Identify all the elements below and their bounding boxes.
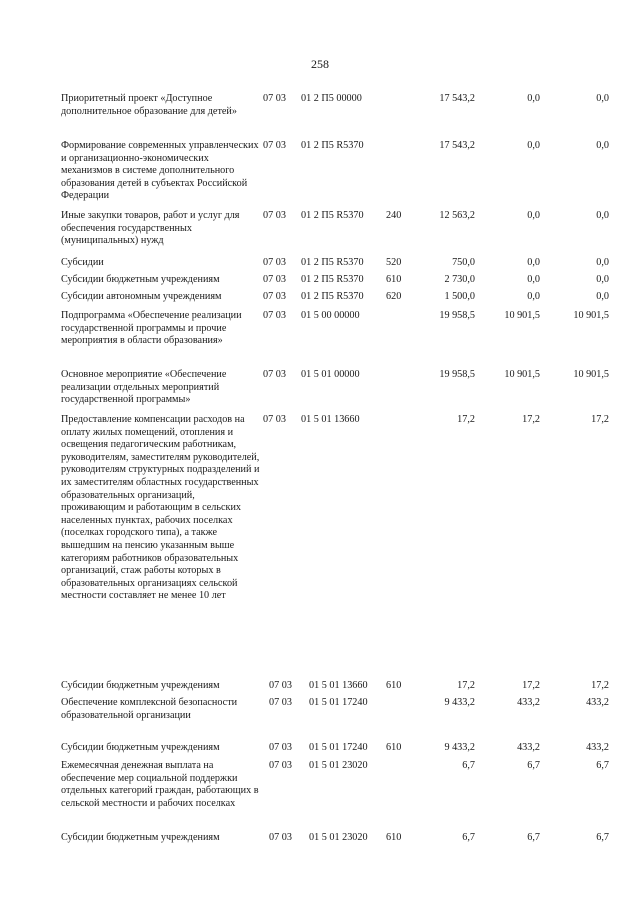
value-2023: 0,0 — [527, 274, 540, 285]
expense-type: 610 — [386, 742, 402, 753]
value-2023: 0,0 — [527, 210, 540, 221]
value-2023: 433,2 — [517, 697, 540, 708]
section-code: 07 03 — [263, 414, 286, 425]
value-2022: 17 543,2 — [439, 93, 475, 104]
value-2023: 433,2 — [517, 742, 540, 753]
row-name: Субсидии бюджетным учреждениям — [61, 832, 220, 843]
value-2023: 0,0 — [527, 291, 540, 302]
value-2024: 0,0 — [596, 257, 609, 268]
expense-type: 520 — [386, 257, 402, 268]
value-2023: 17,2 — [522, 680, 540, 691]
value-2023: 6,7 — [527, 760, 540, 771]
section-code: 07 03 — [269, 697, 292, 708]
target-code: 01 5 01 23020 — [309, 832, 368, 843]
target-code: 01 2 П5 R5370 — [301, 210, 364, 221]
section-code: 07 03 — [263, 369, 286, 380]
value-2022: 19 958,5 — [439, 369, 475, 380]
value-2023: 6,7 — [527, 832, 540, 843]
section-code: 07 03 — [263, 210, 286, 221]
section-code: 07 03 — [263, 291, 286, 302]
value-2022: 17 543,2 — [439, 140, 475, 151]
target-code: 01 5 01 23020 — [309, 760, 368, 771]
target-code: 01 5 01 13660 — [301, 414, 360, 425]
value-2022: 6,7 — [462, 760, 475, 771]
target-code: 01 2 П5 R5370 — [301, 274, 364, 285]
section-code: 07 03 — [269, 680, 292, 691]
value-2023: 10 901,5 — [504, 310, 540, 321]
row-name: Субсидии бюджетным учреждениям — [61, 742, 220, 753]
value-2022: 1 500,0 — [444, 291, 475, 302]
value-2024: 433,2 — [586, 697, 609, 708]
target-code: 01 2 П5 R5370 — [301, 257, 364, 268]
target-code: 01 2 П5 R5370 — [301, 291, 364, 302]
value-2022: 9 433,2 — [444, 742, 475, 753]
value-2023: 17,2 — [522, 414, 540, 425]
section-code: 07 03 — [263, 274, 286, 285]
expense-type: 620 — [386, 291, 402, 302]
row-name: Субсидии бюджетным учреждениям — [61, 680, 220, 691]
value-2024: 17,2 — [591, 680, 609, 691]
row-name: Формирование современных управленческих и организационно-экономических механизмов в системе дополнительного образования детей в субъектах Российской Федерации — [61, 140, 259, 202]
value-2024: 10 901,5 — [573, 310, 609, 321]
value-2022: 6,7 — [462, 832, 475, 843]
row-name: Подпрограмма «Обеспечение реализации государственной программы и прочие мероприятия в области образования» — [61, 310, 242, 347]
value-2024: 10 901,5 — [573, 369, 609, 380]
target-code: 01 2 П5 00000 — [301, 93, 362, 104]
target-code: 01 5 01 00000 — [301, 369, 360, 380]
target-code: 01 2 П5 R5370 — [301, 140, 364, 151]
value-2024: 433,2 — [586, 742, 609, 753]
row-name: Обеспечение комплексной безопасности образовательной организации — [61, 697, 238, 721]
value-2022: 17,2 — [457, 414, 475, 425]
value-2022: 9 433,2 — [444, 697, 475, 708]
row-name: Субсидии — [61, 257, 104, 268]
value-2022: 12 563,2 — [439, 210, 475, 221]
section-code: 07 03 — [263, 140, 286, 151]
value-2024: 0,0 — [596, 140, 609, 151]
expense-type: 610 — [386, 274, 402, 285]
row-name: Ежемесячная денежная выплата на обеспечение мер социальной поддержки отдельных категорий граждан, работающих в сельской местности и рабочих поселках — [61, 760, 259, 809]
page-number: 258 — [311, 57, 329, 71]
value-2024: 0,0 — [596, 210, 609, 221]
value-2023: 0,0 — [527, 93, 540, 104]
value-2022: 2 730,0 — [444, 274, 475, 285]
value-2023: 10 901,5 — [504, 369, 540, 380]
target-code: 01 5 00 00000 — [301, 310, 360, 321]
value-2024: 6,7 — [596, 760, 609, 771]
target-code: 01 5 01 17240 — [309, 742, 368, 753]
section-code: 07 03 — [263, 257, 286, 268]
value-2022: 750,0 — [452, 257, 475, 268]
expense-type: 240 — [386, 210, 402, 221]
value-2024: 0,0 — [596, 93, 609, 104]
value-2023: 0,0 — [527, 257, 540, 268]
section-code: 07 03 — [269, 742, 292, 753]
section-code: 07 03 — [263, 310, 286, 321]
section-code: 07 03 — [263, 93, 286, 104]
expense-type: 610 — [386, 680, 402, 691]
value-2022: 19 958,5 — [439, 310, 475, 321]
section-code: 07 03 — [269, 760, 292, 771]
value-2024: 6,7 — [596, 832, 609, 843]
target-code: 01 5 01 17240 — [309, 697, 368, 708]
row-name: Субсидии автономным учреждениям — [61, 291, 222, 302]
value-2024: 0,0 — [596, 274, 609, 285]
row-name: Субсидии бюджетным учреждениям — [61, 274, 220, 285]
value-2024: 17,2 — [591, 414, 609, 425]
value-2023: 0,0 — [527, 140, 540, 151]
row-name: Приоритетный проект «Доступное дополнительное образование для детей» — [61, 93, 237, 117]
value-2022: 17,2 — [457, 680, 475, 691]
target-code: 01 5 01 13660 — [309, 680, 368, 691]
row-name: Основное мероприятие «Обеспечение реализации отдельных мероприятий государственной программы» — [61, 369, 227, 406]
row-name: Предоставление компенсации расходов на оплату жилых помещений, отопления и освещения педагогическим работникам, руководителям, заместителям руководителей, руководителям структурных подразделений и их заместителям областных государственных образовательных организаций, проживающим и работающим в сельских населенных пунктах, рабочих поселках (поселках городского типа), а также вышедшим на пенсию указанным выше категориям работников образовательных организаций, стаж работы которых в образовательных организациях сельской местности составляет не менее 10 лет — [61, 414, 260, 602]
section-code: 07 03 — [269, 832, 292, 843]
row-name: Иные закупки товаров, работ и услуг для обеспечения государственных (муниципальных) нужд — [61, 210, 240, 247]
expense-type: 610 — [386, 832, 402, 843]
value-2024: 0,0 — [596, 291, 609, 302]
